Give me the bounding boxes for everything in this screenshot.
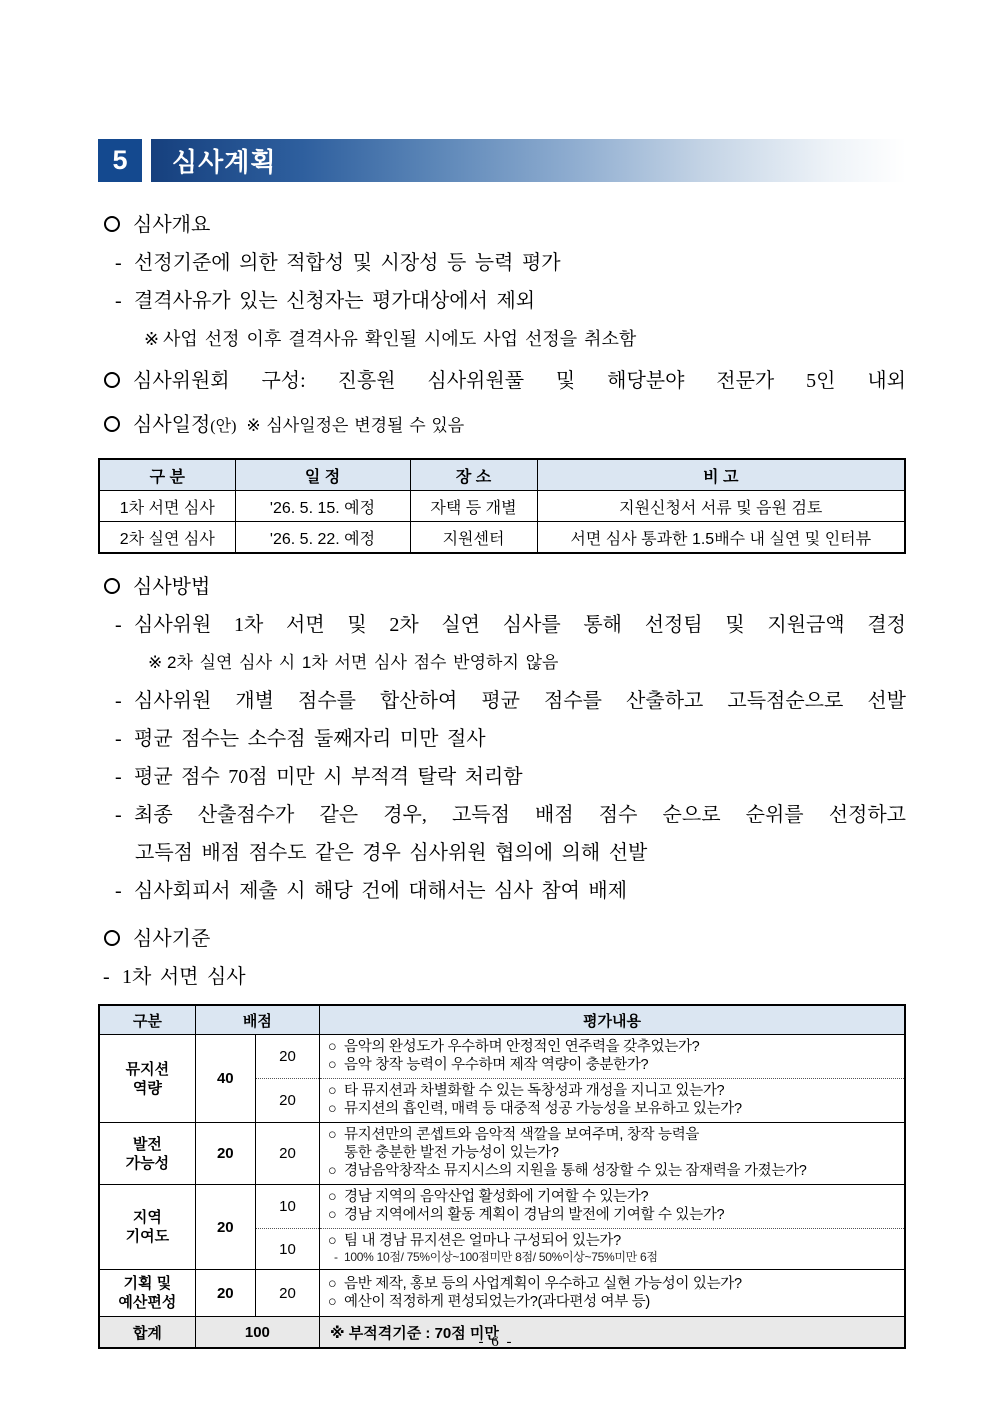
criteria-total-points-cell: 20 — [195, 1270, 255, 1317]
section-title-banner — [151, 139, 906, 182]
criteria-table — [98, 1004, 906, 1349]
criteria-content-cell — [320, 1035, 905, 1079]
line-text: 고득점 배점 점수도 같은 경우 심사위원 협의에 의해 선발 — [135, 842, 648, 864]
dash-marker: - — [115, 290, 122, 312]
dash-line — [98, 244, 906, 282]
item-text: 뮤지션만의 콘셉트와 음악적 색깔을 보여주며, 창작 능력을 — [344, 1127, 700, 1143]
schedule-row — [99, 522, 905, 554]
dash-line — [98, 958, 906, 996]
dash-marker: - — [115, 766, 122, 788]
total-points-cell: 100 — [195, 1317, 319, 1349]
criteria-sub-points-cell: 20 — [255, 1270, 319, 1317]
criteria-category-cell — [99, 1035, 195, 1123]
criteria-row — [99, 1123, 905, 1185]
bullet-line — [98, 920, 906, 958]
item-text: 음악의 완성도가 우수하며 안정적인 연주력을 갖추었는가? — [344, 1039, 700, 1055]
category-line: 발전 — [132, 1135, 162, 1153]
criteria-item-note — [328, 1250, 898, 1265]
line-text: 결격사유가 있는 신청자는 평가대상에서 제외 — [134, 290, 536, 312]
dash-line — [98, 758, 906, 796]
criteria-header-cell: 배점 — [195, 1005, 319, 1035]
inline-note: ※ 심사일정은 변경될 수 있음 — [246, 416, 465, 435]
page-content — [98, 139, 906, 1349]
criteria-content-cell — [320, 1123, 905, 1185]
bullet-line — [98, 362, 906, 400]
reference-marker: ※ — [148, 653, 163, 672]
item-text: 음악 창작 능력이 우수하며 제작 역량이 충분한가? — [344, 1057, 649, 1073]
section-number-badge: 5 — [98, 139, 142, 182]
schedule-header-cell: 비 고 — [537, 459, 905, 491]
item-bullet: ○ — [328, 1163, 337, 1179]
criteria-item — [328, 1275, 898, 1293]
criteria-sub-points-cell: 10 — [255, 1185, 319, 1229]
line-text: 1차 서면 심사 — [122, 966, 246, 988]
criteria-total-points-cell: 20 — [195, 1123, 255, 1185]
category-line: 뮤지션 — [125, 1060, 170, 1078]
intro-lines — [98, 206, 906, 446]
criteria-header-cell: 평가내용 — [320, 1005, 905, 1035]
criteria-category-cell — [99, 1270, 195, 1317]
dash-marker: - — [115, 728, 122, 750]
bullet-line — [98, 206, 906, 244]
item-text: 뮤지션의 흡인력, 매력 등 대중적 성공 가능성을 보유하고 있는가? — [344, 1101, 742, 1117]
item-bullet: ○ — [328, 1207, 337, 1223]
circle-bullet-icon — [104, 372, 120, 388]
item-text: 예산이 적정하게 편성되었는가?(과다편성 여부 등) — [344, 1293, 650, 1310]
criteria-heading-lines — [98, 920, 906, 996]
line-text: 최종 산출점수가 같은 경우, 고득점 배점 점수 순으로 순위를 선정하고 — [134, 804, 906, 826]
line-text: 평균 점수는 소수점 둘째자리 미만 절사 — [134, 728, 486, 750]
item-bullet: ○ — [328, 1233, 337, 1249]
line-suffix: (안) — [210, 418, 237, 435]
criteria-item — [328, 1100, 898, 1118]
dash-marker: - — [103, 966, 110, 988]
criteria-content-cell — [320, 1229, 905, 1270]
criteria-sub-points-cell: 20 — [255, 1079, 319, 1123]
line-text: 심사개요 — [133, 214, 211, 236]
criteria-item-continuation — [328, 1144, 898, 1162]
criteria-row — [99, 1270, 905, 1317]
criteria-row — [99, 1185, 905, 1229]
criteria-item — [328, 1162, 898, 1180]
category-line: 지역 — [132, 1209, 162, 1226]
schedule-cell: '26. 5. 15. 예정 — [235, 491, 410, 522]
circle-bullet-icon — [104, 416, 120, 432]
line-text: 심사위원 1차 서면 및 2차 실연 심사를 통해 선정팀 및 지원금액 결정 — [134, 614, 906, 636]
criteria-sub-points-cell: 10 — [255, 1229, 319, 1270]
item-bullet: ○ — [328, 1189, 337, 1205]
criteria-item — [328, 1056, 898, 1074]
line-text: 심사회피서 제출 시 해당 건에 대해서는 심사 참여 배제 — [134, 880, 628, 902]
item-text: 타 뮤지션과 차별화할 수 있는 독창성과 개성을 지니고 있는가? — [344, 1083, 725, 1099]
criteria-content-cell — [320, 1270, 905, 1317]
line-text: 2차 실연 심사 시 1차 서면 심사 점수 반영하지 않음 — [167, 653, 559, 672]
dash-line — [98, 682, 906, 720]
item-bullet: ○ — [328, 1293, 337, 1310]
criteria-category-cell — [99, 1123, 195, 1185]
category-line: 가능성 — [125, 1154, 170, 1172]
criteria-item — [328, 1126, 898, 1144]
line-text: 심사방법 — [133, 576, 211, 598]
dash-marker: - — [115, 804, 122, 826]
item-text: 팀 내 경남 뮤지션은 얼마나 구성되어 있는가? — [344, 1233, 621, 1249]
item-bullet: - — [334, 1250, 338, 1264]
schedule-header-cell: 장 소 — [410, 459, 537, 491]
total-label-cell: 합계 — [99, 1317, 195, 1349]
schedule-header-cell: 구 분 — [99, 459, 235, 491]
schedule-cell: 자택 등 개별 — [410, 491, 537, 522]
category-line: 기여도 — [125, 1228, 170, 1245]
reference-note-line — [98, 320, 906, 358]
criteria-category-cell — [99, 1185, 195, 1270]
item-text: 경남 지역의 음악산업 활성화에 기여할 수 있는가? — [344, 1189, 649, 1205]
dash-line — [98, 282, 906, 320]
schedule-table — [98, 458, 906, 554]
line-text: 사업 선정 이후 결격사유 확인될 시에도 사업 선정을 취소함 — [163, 329, 637, 349]
line-text: 심사기준 — [133, 928, 211, 950]
criteria-sub-points-cell: 20 — [255, 1035, 319, 1079]
reference-marker: ※ — [144, 329, 160, 349]
item-bullet: ○ — [328, 1039, 337, 1055]
category-line: 기획 및 — [123, 1275, 172, 1292]
page-number: - 6 - — [478, 1334, 514, 1350]
dash-marker: - — [115, 690, 122, 712]
item-text: 100% 10점/ 75%이상~100점미만 8점/ 50%이상~75%미만 6점 — [344, 1250, 658, 1264]
schedule-header-row — [99, 459, 905, 491]
circle-bullet-icon — [104, 578, 120, 594]
dash-line — [98, 872, 906, 910]
criteria-item — [328, 1293, 898, 1311]
line-text: 평균 점수 70점 미만 시 부적격 탈락 처리함 — [134, 766, 523, 788]
criteria-item — [328, 1206, 898, 1224]
line-text: 선정기준에 의한 적합성 및 시장성 등 능력 평가 — [134, 252, 561, 274]
criteria-sub-points-cell: 20 — [255, 1123, 319, 1185]
schedule-cell: 1차 서면 심사 — [99, 491, 235, 522]
criteria-content-cell — [320, 1185, 905, 1229]
section-title: 심사계획 — [172, 147, 277, 177]
schedule-row — [99, 491, 905, 522]
dash-marker: - — [115, 252, 122, 274]
criteria-header-cell: 구분 — [99, 1005, 195, 1035]
line-text: 심사위원 개별 점수를 합산하여 평균 점수를 산출하고 고득점순으로 선발 — [134, 690, 906, 712]
item-bullet: ○ — [328, 1101, 337, 1117]
item-text: 경남 지역에서의 활동 계획이 경남의 발전에 기여할 수 있는가? — [344, 1207, 725, 1223]
method-lines — [98, 568, 906, 910]
criteria-item — [328, 1082, 898, 1100]
category-line: 예산편성 — [118, 1294, 177, 1311]
item-bullet: ○ — [328, 1057, 337, 1073]
criteria-total-points-cell: 40 — [195, 1035, 255, 1123]
item-text: 통한 충분한 발전 가능성이 있는가? — [344, 1145, 559, 1161]
dash-line — [98, 796, 906, 834]
schedule-cell: 서면 심사 통과한 1.5배수 내 실연 및 인터뷰 — [537, 522, 905, 554]
item-text: 경남음악창작소 뮤지시스의 지원을 통해 성장할 수 있는 잠재력을 가졌는가? — [344, 1163, 807, 1179]
line-text: 심사위원회 구성: 진흥원 심사위원풀 및 해당분야 전문가 5인 내외 — [133, 370, 906, 392]
circle-bullet-icon — [104, 216, 120, 232]
schedule-cell: '26. 5. 22. 예정 — [235, 522, 410, 554]
dash-marker: - — [115, 614, 122, 636]
category-line: 역량 — [132, 1079, 162, 1097]
item-bullet: ○ — [328, 1083, 337, 1099]
section-header — [98, 139, 906, 182]
item-bullet: ○ — [328, 1275, 337, 1292]
item-bullet: ○ — [328, 1127, 337, 1143]
continuation-line — [98, 834, 906, 872]
dash-line — [98, 720, 906, 758]
bullet-line — [98, 568, 906, 606]
schedule-cell: 지원센터 — [410, 522, 537, 554]
criteria-item — [328, 1038, 898, 1056]
dash-marker: - — [115, 880, 122, 902]
criteria-item — [328, 1232, 898, 1250]
schedule-header-cell: 일 정 — [235, 459, 410, 491]
criteria-total-points-cell: 20 — [195, 1185, 255, 1270]
criteria-item — [328, 1188, 898, 1206]
schedule-cell: 2차 실연 심사 — [99, 522, 235, 554]
criteria-row — [99, 1035, 905, 1079]
reference-note-line — [98, 644, 906, 682]
criteria-header-row — [99, 1005, 905, 1035]
circle-bullet-icon — [104, 930, 120, 946]
item-text: 음반 제작, 홍보 등의 사업계획이 우수하고 실현 가능성이 있는가? — [344, 1275, 742, 1292]
dash-line — [98, 606, 906, 644]
total-note-cell: ※ 부적격기준 : 70점 미만 — [320, 1317, 905, 1349]
schedule-cell: 지원신청서 서류 및 음원 검토 — [537, 491, 905, 522]
line-text: 심사일정 — [133, 414, 211, 436]
bullet-line-schedule — [98, 406, 906, 446]
criteria-content-cell — [320, 1079, 905, 1123]
